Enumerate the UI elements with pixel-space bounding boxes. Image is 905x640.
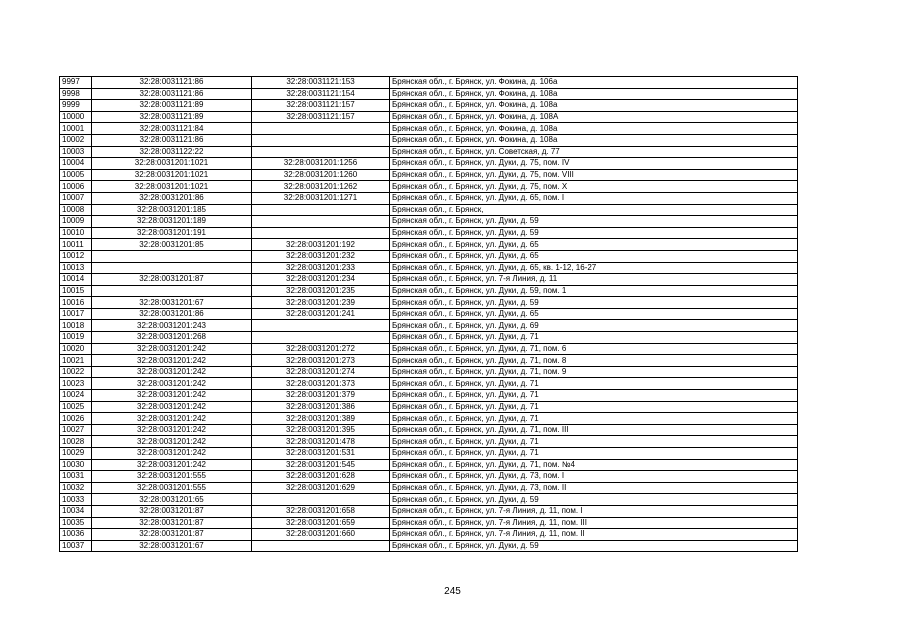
- table-row: [60, 239, 798, 251]
- row-number-cell: 10010: [60, 227, 92, 239]
- land-cadastral-number-cell: 32:28:0031201:242: [92, 401, 252, 413]
- address-cell: Брянская обл., г. Брянск, ул. Дуки, д. 71, пом. 6: [390, 343, 798, 355]
- row-number-cell: 10022: [60, 366, 92, 378]
- address-cell: Брянская обл., г. Брянск, ул. Дуки, д. 71, пом. №4: [390, 459, 798, 471]
- object-cadastral-number-cell: 32:28:0031201:379: [252, 390, 390, 402]
- land-cadastral-number-cell: 32:28:0031201:242: [92, 436, 252, 448]
- table-row: [60, 134, 798, 146]
- object-cadastral-number-cell: 32:28:0031121:153: [252, 77, 390, 89]
- land-cadastral-number-cell: 32:28:0031121:84: [92, 123, 252, 135]
- row-number-cell: 9999: [60, 100, 92, 112]
- land-cadastral-number-cell: 32:28:0031121:86: [92, 88, 252, 100]
- object-cadastral-number-cell: 32:28:0031201:628: [252, 471, 390, 483]
- address-cell: Брянская обл., г. Брянск, ул. 7-я Линия, д. 11: [390, 274, 798, 286]
- table-row: [60, 262, 798, 274]
- land-cadastral-number-cell: 32:28:0031201:1021: [92, 158, 252, 170]
- address-cell: Брянская обл., г. Брянск, ул. Фокина, д. 108а: [390, 100, 798, 112]
- address-cell: Брянская обл., г. Брянск, ул. Фокина, д. 108а: [390, 123, 798, 135]
- row-number-cell: 10031: [60, 471, 92, 483]
- row-number-cell: 10027: [60, 424, 92, 436]
- table-row: [60, 77, 798, 89]
- land-cadastral-number-cell: 32:28:0031201:242: [92, 366, 252, 378]
- row-number-cell: 9998: [60, 88, 92, 100]
- row-number-cell: 10013: [60, 262, 92, 274]
- land-cadastral-number-cell: 32:28:0031201:86: [92, 308, 252, 320]
- row-number-cell: 10014: [60, 274, 92, 286]
- table-row: [60, 378, 798, 390]
- land-cadastral-number-cell: 32:28:0031201:242: [92, 390, 252, 402]
- row-number-cell: 10003: [60, 146, 92, 158]
- address-cell: Брянская обл., г. Брянск, ул. Дуки, д. 59: [390, 297, 798, 309]
- table-row: [60, 436, 798, 448]
- address-cell: Брянская обл., г. Брянск, ул. Дуки, д. 65, кв. 1-12, 16-27: [390, 262, 798, 274]
- address-cell: Брянская обл., г. Брянск, ул. Фокина, д. 108а: [390, 134, 798, 146]
- land-cadastral-number-cell: 32:28:0031201:87: [92, 274, 252, 286]
- object-cadastral-number-cell: 32:28:0031201:232: [252, 250, 390, 262]
- row-number-cell: 10026: [60, 413, 92, 425]
- table-row: [60, 250, 798, 262]
- object-cadastral-number-cell: [252, 540, 390, 552]
- row-number-cell: 10008: [60, 204, 92, 216]
- address-cell: Брянская обл., г. Брянск, ул. Дуки, д. 59: [390, 494, 798, 506]
- land-cadastral-number-cell: 32:28:0031201:555: [92, 482, 252, 494]
- object-cadastral-number-cell: 32:28:0031201:234: [252, 274, 390, 286]
- registry-table-body: [60, 77, 798, 552]
- table-row: [60, 111, 798, 123]
- row-number-cell: 10032: [60, 482, 92, 494]
- address-cell: Брянская обл., г. Брянск, ул. Дуки, д. 73, пом. II: [390, 482, 798, 494]
- land-cadastral-number-cell: 32:28:0031201:1021: [92, 181, 252, 193]
- object-cadastral-number-cell: 32:28:0031201:239: [252, 297, 390, 309]
- row-number-cell: 10016: [60, 297, 92, 309]
- address-cell: Брянская обл., г. Брянск, ул. Дуки, д. 59: [390, 227, 798, 239]
- row-number-cell: 10033: [60, 494, 92, 506]
- object-cadastral-number-cell: 32:28:0031201:386: [252, 401, 390, 413]
- object-cadastral-number-cell: 32:28:0031201:273: [252, 355, 390, 367]
- land-cadastral-number-cell: 32:28:0031201:87: [92, 529, 252, 541]
- object-cadastral-number-cell: 32:28:0031201:545: [252, 459, 390, 471]
- row-number-cell: 10029: [60, 448, 92, 460]
- row-number-cell: 10001: [60, 123, 92, 135]
- land-cadastral-number-cell: [92, 250, 252, 262]
- table-row: [60, 308, 798, 320]
- registry-table: [59, 76, 798, 552]
- address-cell: Брянская обл., г. Брянск, ул. Дуки, д. 71: [390, 378, 798, 390]
- table-row: [60, 471, 798, 483]
- address-cell: Брянская обл., г. Брянск, ул. 7-я Линия, д. 11, пом. III: [390, 517, 798, 529]
- row-number-cell: 10025: [60, 401, 92, 413]
- land-cadastral-number-cell: 32:28:0031201:242: [92, 343, 252, 355]
- land-cadastral-number-cell: 32:28:0031201:1021: [92, 169, 252, 181]
- table-row: [60, 494, 798, 506]
- land-cadastral-number-cell: 32:28:0031201:67: [92, 540, 252, 552]
- table-row: [60, 227, 798, 239]
- object-cadastral-number-cell: [252, 146, 390, 158]
- row-number-cell: 10000: [60, 111, 92, 123]
- table-row: [60, 285, 798, 297]
- row-number-cell: 10034: [60, 505, 92, 517]
- land-cadastral-number-cell: 32:28:0031201:242: [92, 424, 252, 436]
- object-cadastral-number-cell: 32:28:0031201:1260: [252, 169, 390, 181]
- table-row: [60, 169, 798, 181]
- address-cell: Брянская обл., г. Брянск, ул. Дуки, д. 59: [390, 540, 798, 552]
- land-cadastral-number-cell: 32:28:0031201:86: [92, 192, 252, 204]
- table-row: [60, 216, 798, 228]
- address-cell: Брянская обл., г. Брянск, ул. Дуки, д. 71: [390, 436, 798, 448]
- row-number-cell: 10005: [60, 169, 92, 181]
- object-cadastral-number-cell: 32:28:0031201:1256: [252, 158, 390, 170]
- table-row: [60, 540, 798, 552]
- row-number-cell: 10030: [60, 459, 92, 471]
- address-cell: Брянская обл., г. Брянск, ул. Фокина, д. 106а: [390, 77, 798, 89]
- object-cadastral-number-cell: 32:28:0031201:629: [252, 482, 390, 494]
- row-number-cell: 10018: [60, 320, 92, 332]
- table-row: [60, 332, 798, 344]
- land-cadastral-number-cell: 32:28:0031201:87: [92, 505, 252, 517]
- table-row: [60, 482, 798, 494]
- land-cadastral-number-cell: 32:28:0031201:242: [92, 378, 252, 390]
- address-cell: Брянская обл., г. Брянск, ул. Дуки, д. 73, пом. I: [390, 471, 798, 483]
- object-cadastral-number-cell: 32:28:0031201:274: [252, 366, 390, 378]
- land-cadastral-number-cell: 32:28:0031201:65: [92, 494, 252, 506]
- table-row: [60, 505, 798, 517]
- object-cadastral-number-cell: 32:28:0031201:233: [252, 262, 390, 274]
- row-number-cell: 10036: [60, 529, 92, 541]
- address-cell: Брянская обл., г. Брянск, ул. Дуки, д. 75, пом. VIII: [390, 169, 798, 181]
- table-row: [60, 529, 798, 541]
- row-number-cell: 9997: [60, 77, 92, 89]
- object-cadastral-number-cell: 32:28:0031201:478: [252, 436, 390, 448]
- land-cadastral-number-cell: 32:28:0031121:86: [92, 77, 252, 89]
- address-cell: Брянская обл., г. Брянск, ул. Дуки, д. 71, пом. 9: [390, 366, 798, 378]
- land-cadastral-number-cell: 32:28:0031201:242: [92, 448, 252, 460]
- table-row: [60, 274, 798, 286]
- object-cadastral-number-cell: 32:28:0031121:157: [252, 111, 390, 123]
- row-number-cell: 10024: [60, 390, 92, 402]
- row-number-cell: 10007: [60, 192, 92, 204]
- address-cell: Брянская обл., г. Брянск, ул. Дуки, д. 59: [390, 216, 798, 228]
- address-cell: Брянская обл., г. Брянск, ул. Фокина, д. 108а: [390, 88, 798, 100]
- land-cadastral-number-cell: 32:28:0031201:242: [92, 413, 252, 425]
- object-cadastral-number-cell: 32:28:0031121:157: [252, 100, 390, 112]
- address-cell: Брянская обл., г. Брянск, ул. Дуки, д. 69: [390, 320, 798, 332]
- object-cadastral-number-cell: 32:28:0031201:373: [252, 378, 390, 390]
- land-cadastral-number-cell: 32:28:0031201:555: [92, 471, 252, 483]
- land-cadastral-number-cell: 32:28:0031201:191: [92, 227, 252, 239]
- address-cell: Брянская обл., г. Брянск, ул. Дуки, д. 71, пом. 8: [390, 355, 798, 367]
- table-row: [60, 88, 798, 100]
- table-row: [60, 366, 798, 378]
- object-cadastral-number-cell: 32:28:0031201:235: [252, 285, 390, 297]
- address-cell: Брянская обл., г. Брянск, ул. 7-я Линия, д. 11, пом. II: [390, 529, 798, 541]
- table-row: [60, 123, 798, 135]
- land-cadastral-number-cell: 32:28:0031201:67: [92, 297, 252, 309]
- address-cell: Брянская обл., г. Брянск, ул. Дуки, д. 59, пом. 1: [390, 285, 798, 297]
- address-cell: Брянская обл., г. Брянск, ул. Дуки, д. 65: [390, 239, 798, 251]
- row-number-cell: 10021: [60, 355, 92, 367]
- address-cell: Брянская обл., г. Брянск, ул. Дуки, д. 65: [390, 308, 798, 320]
- object-cadastral-number-cell: [252, 204, 390, 216]
- object-cadastral-number-cell: 32:28:0031201:658: [252, 505, 390, 517]
- address-cell: Брянская обл., г. Брянск,: [390, 204, 798, 216]
- table-row: [60, 517, 798, 529]
- land-cadastral-number-cell: 32:28:0031122:22: [92, 146, 252, 158]
- address-cell: Брянская обл., г. Брянск, ул. Дуки, д. 71: [390, 401, 798, 413]
- object-cadastral-number-cell: [252, 216, 390, 228]
- object-cadastral-number-cell: 32:28:0031201:389: [252, 413, 390, 425]
- table-row: [60, 204, 798, 216]
- address-cell: Брянская обл., г. Брянск, ул. Дуки, д. 71: [390, 332, 798, 344]
- row-number-cell: 10004: [60, 158, 92, 170]
- object-cadastral-number-cell: 32:28:0031201:660: [252, 529, 390, 541]
- land-cadastral-number-cell: [92, 285, 252, 297]
- land-cadastral-number-cell: 32:28:0031201:189: [92, 216, 252, 228]
- table-row: [60, 100, 798, 112]
- row-number-cell: 10023: [60, 378, 92, 390]
- row-number-cell: 10037: [60, 540, 92, 552]
- address-cell: Брянская обл., г. Брянск, ул. Фокина, д. 108А: [390, 111, 798, 123]
- row-number-cell: 10019: [60, 332, 92, 344]
- table-row: [60, 424, 798, 436]
- row-number-cell: 10012: [60, 250, 92, 262]
- table-row: [60, 146, 798, 158]
- object-cadastral-number-cell: [252, 123, 390, 135]
- object-cadastral-number-cell: 32:28:0031201:241: [252, 308, 390, 320]
- object-cadastral-number-cell: [252, 320, 390, 332]
- table-row: [60, 459, 798, 471]
- object-cadastral-number-cell: 32:28:0031201:192: [252, 239, 390, 251]
- land-cadastral-number-cell: 32:28:0031121:86: [92, 134, 252, 146]
- object-cadastral-number-cell: [252, 332, 390, 344]
- object-cadastral-number-cell: 32:28:0031201:272: [252, 343, 390, 355]
- object-cadastral-number-cell: [252, 494, 390, 506]
- address-cell: Брянская обл., г. Брянск, ул. Дуки, д. 71, пом. III: [390, 424, 798, 436]
- table-row: [60, 401, 798, 413]
- row-number-cell: 10011: [60, 239, 92, 251]
- address-cell: Брянская обл., г. Брянск, ул. Советская, д. 77: [390, 146, 798, 158]
- row-number-cell: 10028: [60, 436, 92, 448]
- land-cadastral-number-cell: 32:28:0031201:242: [92, 459, 252, 471]
- address-cell: Брянская обл., г. Брянск, ул. Дуки, д. 75, пом. X: [390, 181, 798, 193]
- land-cadastral-number-cell: 32:28:0031201:243: [92, 320, 252, 332]
- land-cadastral-number-cell: 32:28:0031121:89: [92, 111, 252, 123]
- table-row: [60, 181, 798, 193]
- table-row: [60, 448, 798, 460]
- object-cadastral-number-cell: 32:28:0031121:154: [252, 88, 390, 100]
- object-cadastral-number-cell: 32:28:0031201:395: [252, 424, 390, 436]
- land-cadastral-number-cell: 32:28:0031201:242: [92, 355, 252, 367]
- object-cadastral-number-cell: [252, 227, 390, 239]
- row-number-cell: 10035: [60, 517, 92, 529]
- land-cadastral-number-cell: 32:28:0031201:87: [92, 517, 252, 529]
- land-cadastral-number-cell: 32:28:0031201:185: [92, 204, 252, 216]
- page-number: 245: [444, 586, 461, 597]
- address-cell: Брянская обл., г. Брянск, ул. Дуки, д. 65: [390, 250, 798, 262]
- land-cadastral-number-cell: 32:28:0031201:268: [92, 332, 252, 344]
- row-number-cell: 10020: [60, 343, 92, 355]
- object-cadastral-number-cell: 32:28:0031201:1271: [252, 192, 390, 204]
- object-cadastral-number-cell: 32:28:0031201:531: [252, 448, 390, 460]
- address-cell: Брянская обл., г. Брянск, ул. 7-я Линия, д. 11, пом. I: [390, 505, 798, 517]
- address-cell: Брянская обл., г. Брянск, ул. Дуки, д. 75, пом. IV: [390, 158, 798, 170]
- table-row: [60, 343, 798, 355]
- row-number-cell: 10015: [60, 285, 92, 297]
- table-row: [60, 390, 798, 402]
- row-number-cell: 10017: [60, 308, 92, 320]
- address-cell: Брянская обл., г. Брянск, ул. Дуки, д. 71: [390, 390, 798, 402]
- land-cadastral-number-cell: 32:28:0031201:85: [92, 239, 252, 251]
- address-cell: Брянская обл., г. Брянск, ул. Дуки, д. 71: [390, 413, 798, 425]
- object-cadastral-number-cell: 32:28:0031201:1262: [252, 181, 390, 193]
- address-cell: Брянская обл., г. Брянск, ул. Дуки, д. 71: [390, 448, 798, 460]
- row-number-cell: 10006: [60, 181, 92, 193]
- object-cadastral-number-cell: 32:28:0031201:659: [252, 517, 390, 529]
- table-row: [60, 355, 798, 367]
- table-row: [60, 192, 798, 204]
- table-row: [60, 320, 798, 332]
- table-row: [60, 158, 798, 170]
- row-number-cell: 10009: [60, 216, 92, 228]
- address-cell: Брянская обл., г. Брянск, ул. Дуки, д. 65, пом. I: [390, 192, 798, 204]
- land-cadastral-number-cell: [92, 262, 252, 274]
- table-row: [60, 413, 798, 425]
- table-row: [60, 297, 798, 309]
- row-number-cell: 10002: [60, 134, 92, 146]
- object-cadastral-number-cell: [252, 134, 390, 146]
- land-cadastral-number-cell: 32:28:0031121:89: [92, 100, 252, 112]
